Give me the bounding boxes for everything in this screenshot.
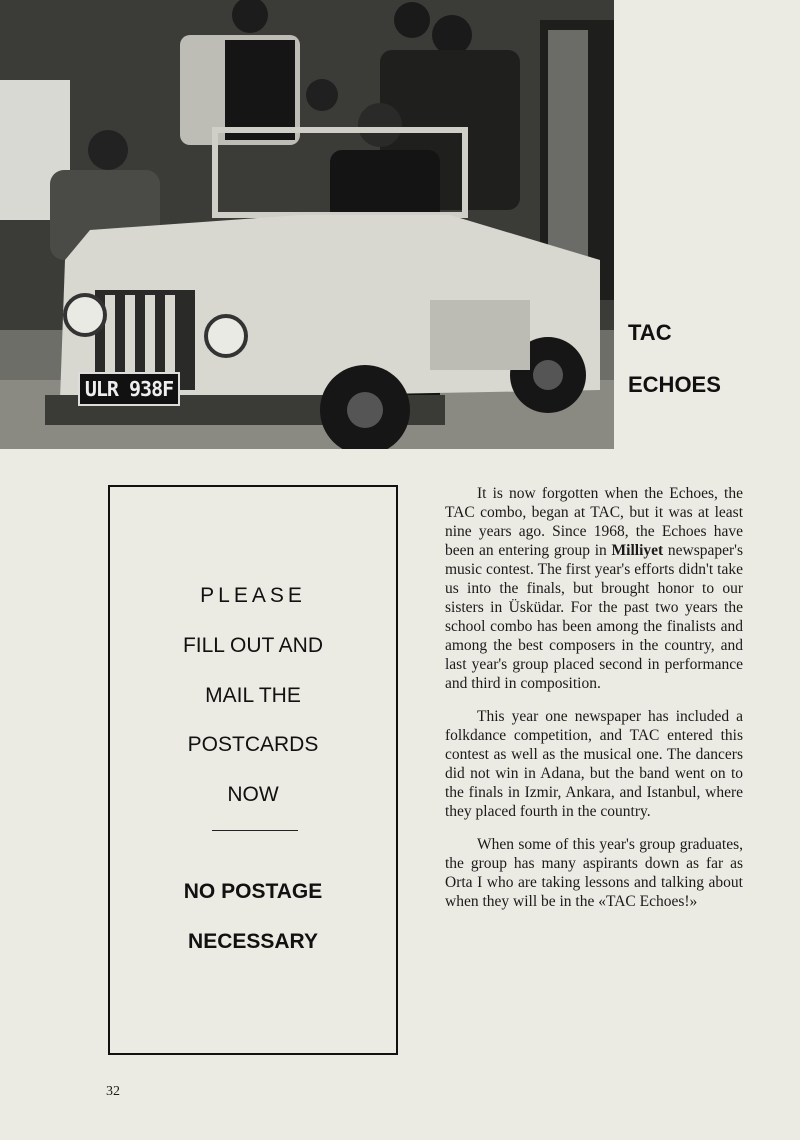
notice-line-no-postage: NO POSTAGE	[183, 880, 323, 903]
notice-line-fill-out: FILL OUT AND	[182, 634, 324, 657]
article-body	[445, 484, 743, 925]
title-echoes: ECHOES	[628, 372, 721, 397]
newspaper-name: Milliyet	[611, 542, 664, 559]
band-photo	[0, 0, 614, 449]
license-plate: ULR 938F	[78, 372, 180, 406]
title-tac: TAC	[628, 320, 672, 345]
page-number: 32	[106, 1084, 120, 1099]
notice-line-postcards: POSTCARDS	[187, 733, 319, 756]
notice-line-necessary: NECESSARY	[188, 930, 318, 953]
notice-line-mail: MAIL THE	[205, 684, 301, 707]
notice-line-now: NOW	[227, 783, 279, 806]
postcard-notice-box	[108, 485, 398, 1055]
article-paragraph-3: When some of this year's group graduates, the group has many aspirants down as far as Orta I who are taking lessons and talking about when they will be in the «TAC Echoes!»	[445, 836, 743, 910]
show-through-text	[640, 270, 644, 285]
notice-divider	[212, 830, 298, 831]
notice-line-please: PLEASE	[200, 584, 306, 607]
article-paragraph-1: It is now forgotten when the Echoes, the TAC combo, began at TAC, but it was at least nine years ago. Since 1968, the Echoes have been an entering group in Milliyet newspaper's music contest. The first year's efforts didn't take us into the finals, but brought honor to our sisters in Üsküdar. For the past two years the school combo has been among the finalists and among the best composers in the country, and last year's group placed second in performance and third in composition.	[445, 485, 743, 692]
article-paragraph-2: This year one newspaper has included a folkdance competition, and TAC entered this contest as well as the musical one. The dancers did not win in Adana, but the band went on to the finals in Izmir, Ankara, and Istanbul, where they placed fourth in the country.	[445, 708, 743, 820]
